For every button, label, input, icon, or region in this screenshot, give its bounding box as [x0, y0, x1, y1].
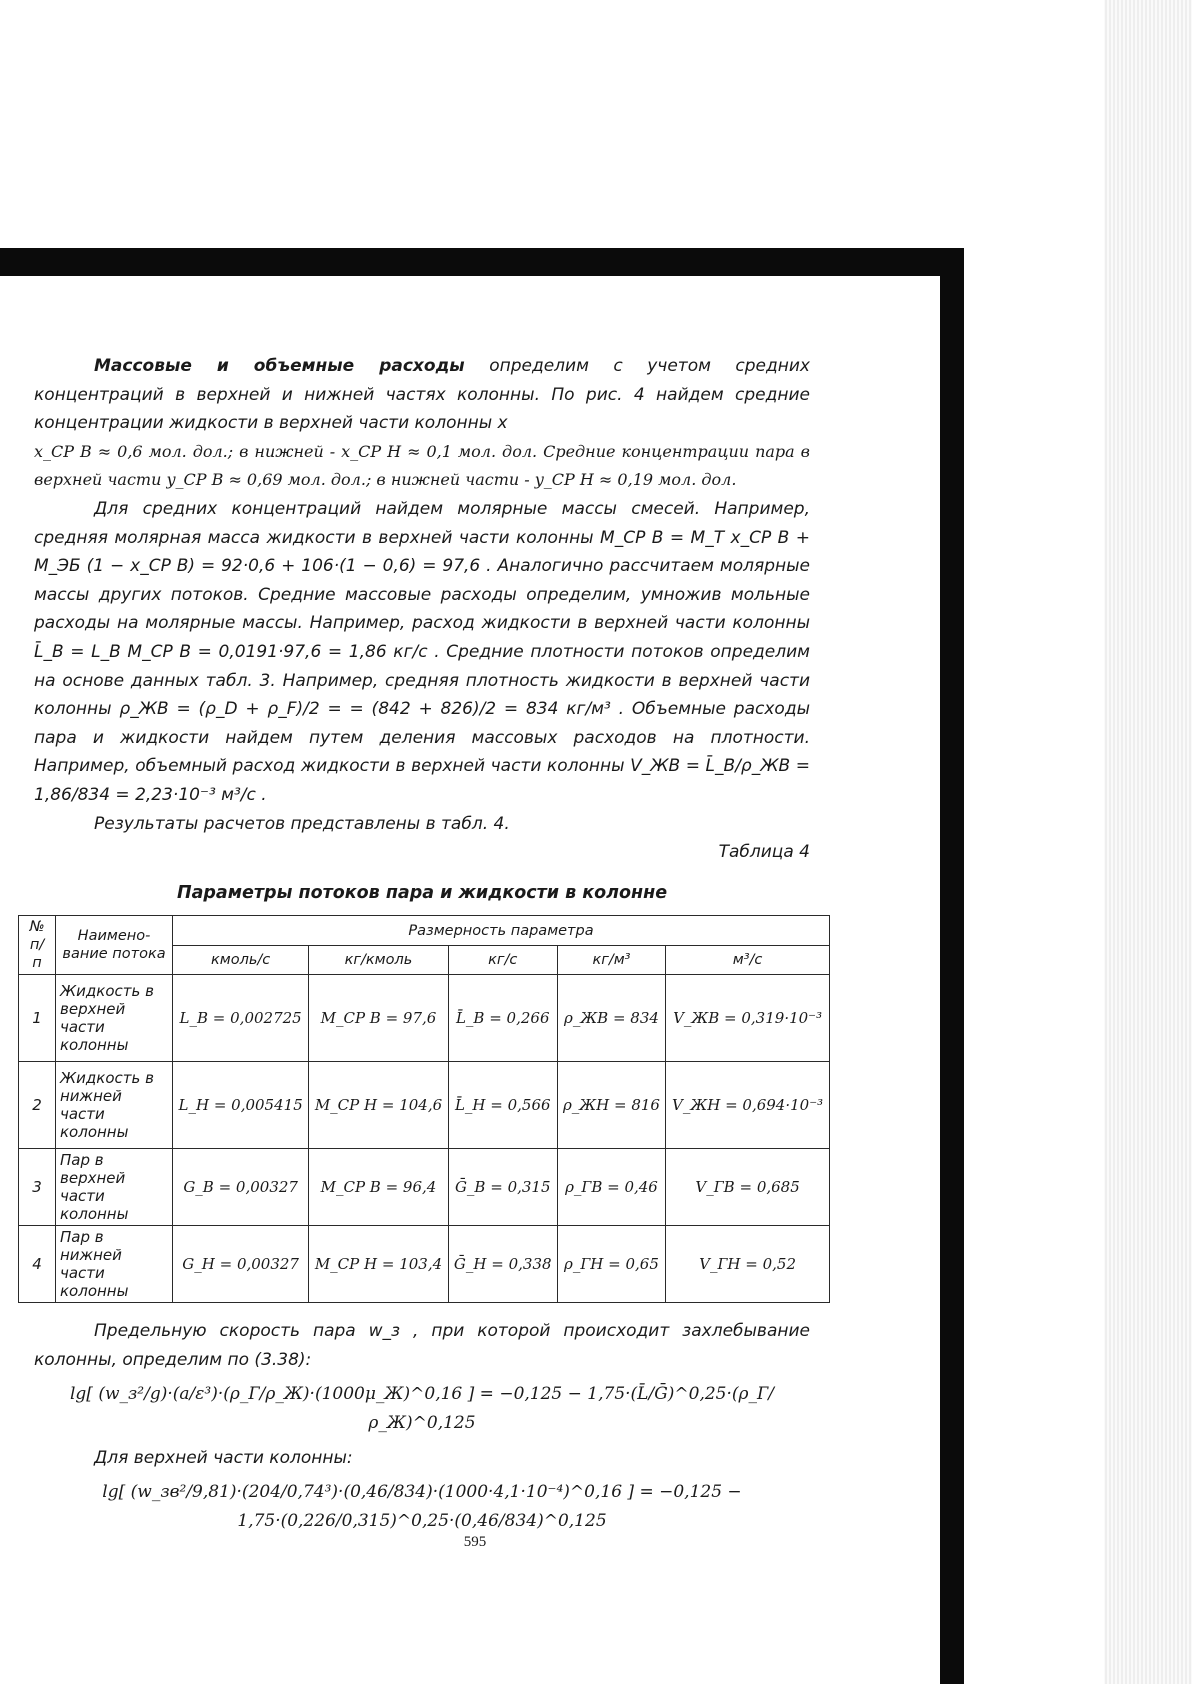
flooding-formula: lg[ (w_з²/g)·(a/ε³)·(ρ_Г/ρ_Ж)·(1000μ_Ж)^0,16 ] = −0,125 − 1,75·(L̄/Ḡ)^0,25·(ρ_Г/ρ_Ж)^0,125	[69, 1384, 775, 1434]
mass-flow-cell: L̄_В = 0,266	[448, 975, 557, 1062]
row-number: 3	[19, 1149, 56, 1226]
paragraph-5: Для верхней части колонны:	[94, 1447, 353, 1468]
molar-flow-cell: L_В = 0,002725	[173, 975, 309, 1062]
table-label: Таблица 4	[718, 842, 810, 863]
table-row	[19, 1149, 830, 1226]
paragraph-4: Предельную скорость пара w_з , при которой происходит захлебывание колонны, определим по (3.38):	[34, 1321, 810, 1370]
unit-m3-s: м³/с	[666, 945, 830, 975]
paragraph-3: Результаты расчетов представлены в табл. 4.	[94, 813, 510, 834]
paragraph-2	[34, 495, 810, 810]
volume-flow-cell: V_ГН = 0,52	[666, 1226, 830, 1303]
stream-name: Жидкость в верхней части колонны	[56, 975, 173, 1062]
molar-mass-cell: M_СР Н = 104,6	[309, 1062, 448, 1149]
volume-flow-cell: V_ЖН = 0,694·10⁻³	[666, 1062, 830, 1149]
density-cell: ρ_ГВ = 0,46	[557, 1149, 665, 1226]
mass-flow-cell: Ḡ_В = 0,315	[448, 1149, 557, 1226]
lead-phrase: Массовые и объемные расходы	[94, 356, 465, 376]
paragraph-2-text: Для средних концентраций найдем молярные массы смесей. Например, средняя молярная масса жидкости в верхней части колонны M_СР В = M_Т x_СР В + M_ЭБ (1 − x_СР В) = 92·0,6 + 106·(1 − 0,6) = 97,6 . Аналогично рассчитаем молярные массы других потоков. Средние массовые расходы определим, умножив мольные расходы на молярные массы. Например, расход жидкости в верхней части колонны L̄_В = L_В M_СР В = 0,0191·97,6 = 1,86 кг/с . Средние плотности потоков определим на основе данных табл. 3. Например, средняя плотность жидкости в верхней части колонны ρ_ЖВ = (ρ_D + ρ_F)/2 = = (842 + 826)/2 = 834 кг/м³ . Объемные расходы пара и жидкости найдем путем деления массовых расходов на плотности. Например, объемный расход жидкости в верхней части колонны V_ЖВ = L̄_В/ρ_ЖВ = 1,86/834 = 2,23·10⁻³ м³/с .	[34, 498, 810, 805]
unit-kg-s: кг/с	[448, 945, 557, 975]
table-row	[19, 1226, 830, 1303]
table-title: Параметры потоков пара и жидкости в колонне	[176, 882, 668, 903]
mass-flow-cell: L̄_Н = 0,566	[448, 1062, 557, 1149]
density-cell: ρ_ГН = 0,65	[557, 1226, 665, 1303]
page-content	[29, 352, 824, 1541]
upper-part-formula: lg[ (w_зв²/9,81)·(204/0,74³)·(0,46/834)·(1000·4,1·10⁻⁴)^0,16 ] = −0,125 − 1,75·(0,226/0,315)^0,25·(0,46/834)^0,125	[102, 1482, 742, 1531]
mass-flow-cell: Ḡ_Н = 0,338	[448, 1226, 557, 1303]
molar-flow-cell: G_В = 0,00327	[173, 1149, 309, 1226]
stream-name: Жидкость в нижней части колонны	[56, 1062, 173, 1149]
concentration-values: x_СР В ≈ 0,6 мол. дол.; в нижней - x_СР Н ≈ 0,1 мол. дол. Средние концентрации пара в верхней части y_СР В ≈ 0,69 мол. дол.; в нижней части - y_СР Н ≈ 0,19 мол. дол.	[34, 441, 810, 490]
stream-name: Пар в верхней части колонны	[56, 1149, 173, 1226]
volume-flow-cell: V_ЖВ = 0,319·10⁻³	[666, 975, 830, 1062]
unit-kmol-s: кмоль/с	[173, 945, 309, 975]
paragraph-1	[34, 352, 810, 438]
paragraph-1-formulas	[34, 438, 810, 495]
table-row	[19, 1062, 830, 1149]
unit-kg-m3: кг/м³	[557, 945, 665, 975]
scan-edge-texture	[1104, 0, 1192, 1684]
paragraph-1-text: определим с учетом средних концентраций в верхней и нижней частях колонны. По рис. 4 найдем средние концентрации жидкости в верхней части колонны x	[34, 356, 810, 434]
page-border-right	[940, 248, 964, 1684]
header-dimension: Размерность параметра	[173, 916, 830, 946]
volume-flow-cell: V_ГВ = 0,685	[666, 1149, 830, 1226]
row-number: 2	[19, 1062, 56, 1149]
header-name: Наимено-вание потока	[56, 916, 173, 975]
density-cell: ρ_ЖВ = 834	[557, 975, 665, 1062]
header-num: № п/ п	[19, 916, 56, 975]
page-number: 595	[463, 1534, 487, 1550]
molar-mass-cell: M_СР В = 96,4	[309, 1149, 448, 1226]
page-border-top	[0, 248, 955, 276]
density-cell: ρ_ЖН = 816	[557, 1062, 665, 1149]
molar-mass-cell: M_СР Н = 103,4	[309, 1226, 448, 1303]
parameters-table	[18, 915, 830, 1303]
molar-flow-cell: L_Н = 0,005415	[173, 1062, 309, 1149]
row-number: 4	[19, 1226, 56, 1303]
table-row	[19, 975, 830, 1062]
row-number: 1	[19, 975, 56, 1062]
unit-kg-kmol: кг/кмоль	[309, 945, 448, 975]
molar-mass-cell: M_СР В = 97,6	[309, 975, 448, 1062]
molar-flow-cell: G_Н = 0,00327	[173, 1226, 309, 1303]
stream-name: Пар в нижней части колонны	[56, 1226, 173, 1303]
